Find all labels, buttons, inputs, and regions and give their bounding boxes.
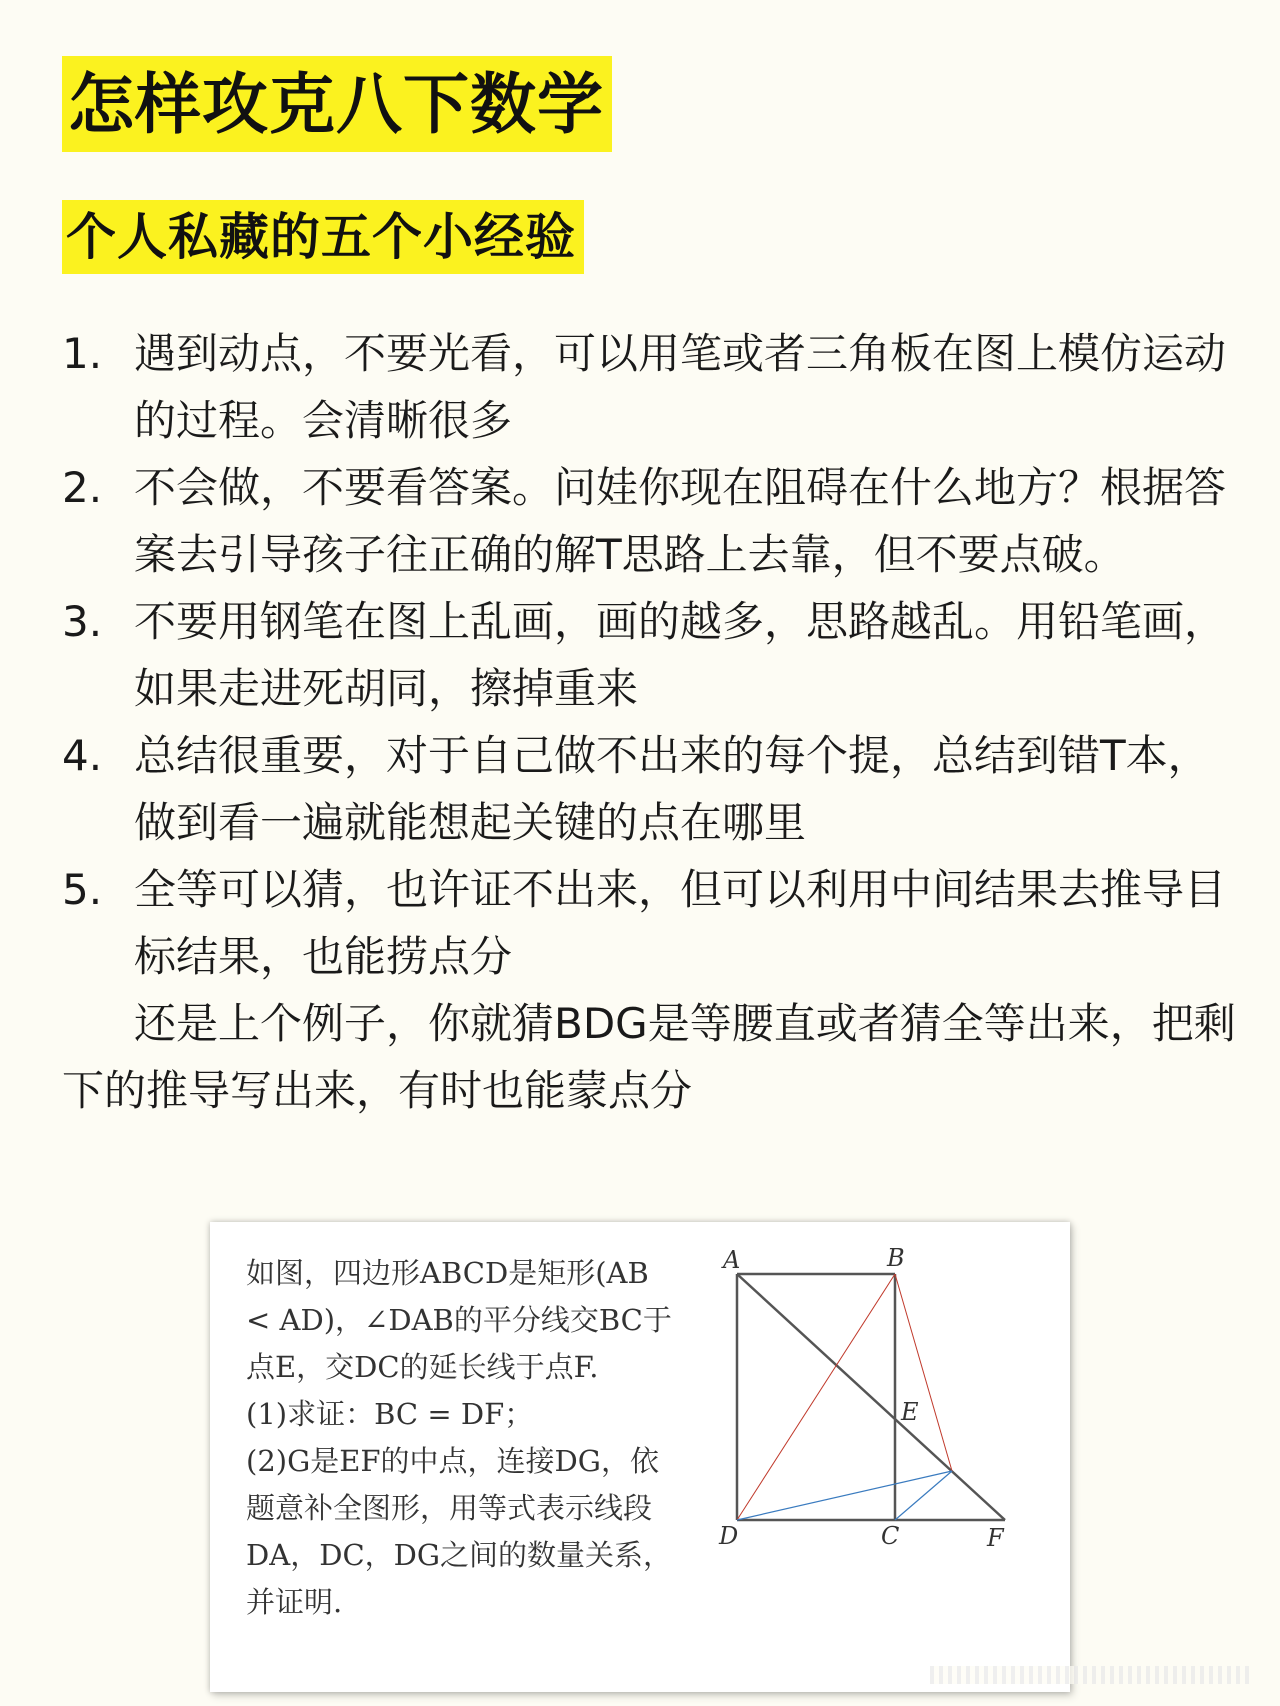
label-a: A	[723, 1246, 741, 1274]
item-text: 遇到动点，不要光看，可以用笔或者三角板在图上模仿运动的过程。会清晰很多	[134, 329, 1227, 445]
label-e: E	[901, 1398, 919, 1426]
problem-text	[246, 1250, 676, 1626]
item-number: 2.	[62, 463, 103, 512]
segment-dg	[737, 1471, 952, 1520]
problem-part-2: (2)G是EF的中点，连接DG，依题意补全图形，用等式表示线段DA，DC，DG之间的数量关系，并证明.	[246, 1444, 673, 1619]
list-item	[62, 856, 1242, 990]
page-title: 怎样攻克八下数学	[62, 56, 612, 152]
extra-paragraph: 还是上个例子，你就猜BDG是等腰直或者猜全等出来，把剩下的推导写出来，有时也能蒙点分	[62, 999, 1236, 1115]
geometry-figure	[715, 1242, 1045, 1672]
list-item	[62, 454, 1242, 588]
decorative-strip	[930, 1666, 1250, 1684]
problem-statement: 如图，四边形ABCD是矩形(AB < AD)，∠DAB的平分线交BC于点E，交DC的延长线于点F.	[246, 1256, 672, 1384]
item-text: 不会做，不要看答案。问娃你现在阻碍在什么地方？根据答案去引导孩子往正确的解T思路上去靠，但不要点破。	[134, 463, 1227, 579]
problem-part-1: (1)求证：BC = DF；	[246, 1397, 534, 1431]
item-number: 3.	[62, 597, 103, 646]
problem-card	[210, 1222, 1070, 1692]
label-d: D	[719, 1522, 739, 1550]
label-f: F	[987, 1524, 1004, 1552]
item-text: 全等可以猜，也许证不出来，但可以利用中间结果去推导目标结果，也能捞点分	[134, 865, 1227, 981]
segment-bg	[895, 1274, 952, 1471]
item-number: 4.	[62, 731, 103, 780]
label-b: B	[887, 1244, 905, 1272]
item-text: 总结很重要，对于自己做不出来的每个提，总结到错T本，做到看一遍就能想起关键的点在哪里	[134, 731, 1210, 847]
tips-list	[62, 320, 1242, 1124]
list-item	[62, 722, 1242, 856]
item-number: 5.	[62, 865, 103, 914]
label-c: C	[881, 1522, 900, 1550]
list-item	[62, 320, 1242, 454]
item-number: 1.	[62, 329, 103, 378]
list-item	[62, 588, 1242, 722]
page-subtitle: 个人私藏的五个小经验	[62, 200, 584, 274]
item-text: 不要用钢笔在图上乱画，画的越多，思路越乱。用铅笔画，如果走进死胡同，擦掉重来	[134, 597, 1227, 713]
segment-cg	[895, 1471, 952, 1520]
